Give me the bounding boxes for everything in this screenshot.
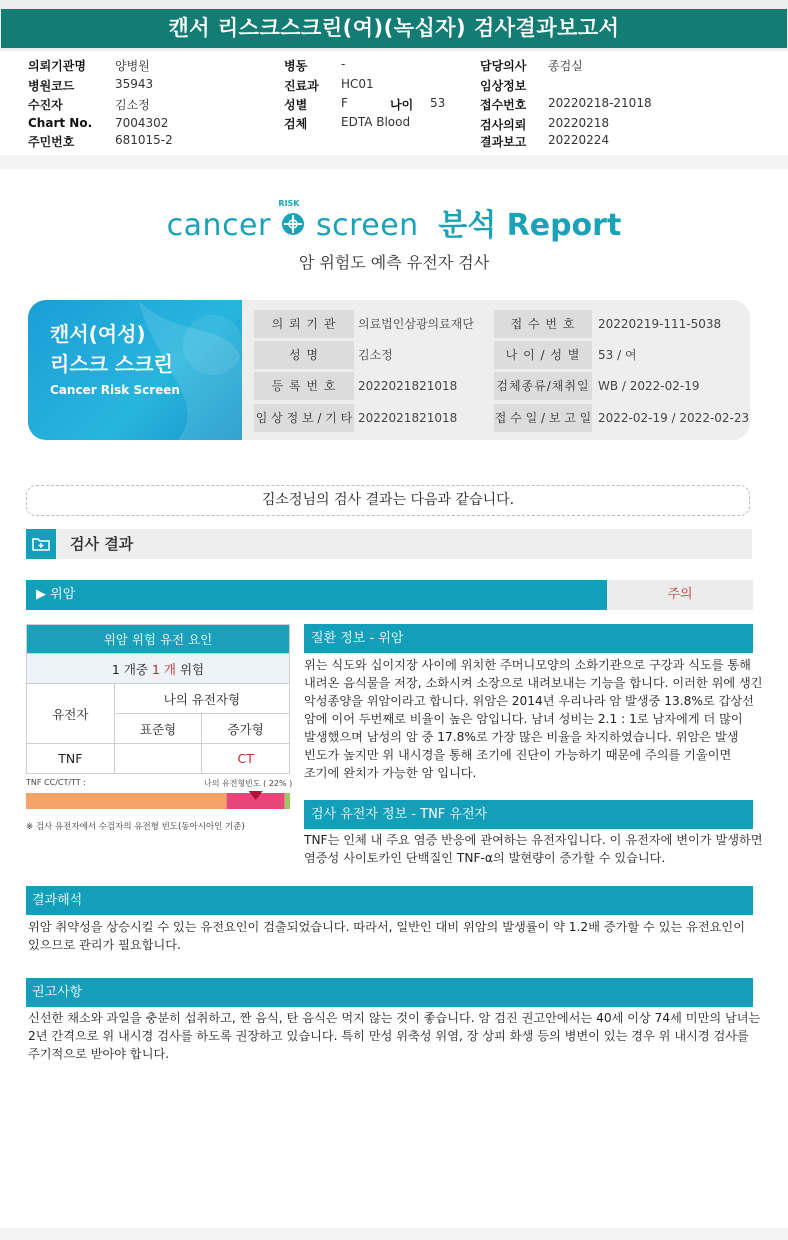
card-title-2: 리스크 스크린 xyxy=(50,352,173,376)
section-title: 검사 결과 xyxy=(70,535,134,553)
header-ward-value: - xyxy=(341,57,346,71)
risk-level-badge: 주의 xyxy=(607,580,753,610)
increased-type-header: 증가형 xyxy=(202,714,290,744)
gene-name-cell: TNF xyxy=(27,744,115,774)
factor-count xyxy=(27,654,290,684)
cancer-type-bar: ▶ 위암 xyxy=(26,580,607,610)
freq-left-label: TNF CC/CT/TT : xyxy=(26,778,86,787)
genotype-frequency-bar xyxy=(26,791,290,809)
genetic-factor-table xyxy=(26,624,290,774)
bottom-bar xyxy=(0,1228,788,1240)
disease-line: 발생했으며 남성의 암 중 17.8%로 가장 많은 비율을 차지하였습니다. 위암은 발생 xyxy=(304,730,739,744)
logo-risk-text: RISK xyxy=(278,199,300,208)
value-dates: 2022-02-19 / 2022-02-23 xyxy=(598,411,750,425)
header-report-date-value: 20220224 xyxy=(548,133,610,147)
header-hospital-code: 병원코드 xyxy=(28,79,75,93)
header-age-value: 53 xyxy=(430,96,446,110)
factor-count-suffix: 위험 xyxy=(179,661,205,677)
freq-segment-tt xyxy=(285,793,290,809)
disease-line: 악성종양을 위암이라고 합니다. 위암은 2014년 우리나라 암 발생중 13.8%로 갑상선 xyxy=(304,694,754,708)
section-divider xyxy=(0,155,788,169)
result-section-header xyxy=(26,529,752,559)
freq-segment-cc xyxy=(26,793,227,809)
factor-count-number: 1 개 xyxy=(151,661,176,677)
value-receipt-no: 20220219-111-5038 xyxy=(598,317,722,331)
logo-screen-text: screen xyxy=(315,208,419,243)
medical-folder-icon xyxy=(26,529,56,559)
label-specimen: 검체종류/채취일 xyxy=(494,372,592,400)
logo-cancer-text: cancer xyxy=(166,208,271,243)
factor-table-header: 위암 위험 유전 요인 xyxy=(27,625,290,654)
header-hospital-code-value: 35943 xyxy=(115,77,154,91)
header-ward: 병동 xyxy=(284,59,308,73)
freq-note: ※ 검사 유전자에서 수검자의 유전형 빈도(동아시아인 기준) xyxy=(26,822,245,832)
risk-target-icon xyxy=(278,199,306,236)
label-clinical: 임 상 정 보 / 기 타 xyxy=(254,404,354,432)
header-sex-value: F xyxy=(341,96,348,110)
gene-column-header: 유전자 xyxy=(27,684,115,744)
greeting-box: 김소정님의 검사 결과는 다음과 같습니다. xyxy=(26,485,750,516)
gene-line: 염증성 사이토카인 단백질인 TNF-α의 발현량이 증가할 수 있습니다. xyxy=(304,851,666,865)
standard-type-header: 표준형 xyxy=(114,714,202,744)
header-hospital-name: 의뢰기관명 xyxy=(28,59,86,73)
value-name: 김소정 xyxy=(358,348,393,362)
header-hospital-name-value: 양병원 xyxy=(115,59,150,73)
logo-report-text: 분석 Report xyxy=(438,208,622,243)
freq-right-label: 나의 유전형빈도 ( 22% ) xyxy=(204,779,293,788)
label-age-sex: 나 이 / 성 별 xyxy=(494,341,592,369)
header-report-date: 결과보고 xyxy=(480,135,527,149)
cancer-screen-logo xyxy=(0,200,788,244)
recommendation-line: 신선한 채소와 과일을 충분히 섭취하고, 짠 음식, 탄 음식은 먹지 않는 것이 좋습니다. 암 검진 권고안에서는 40세 이상 74세 미만의 남녀는 xyxy=(28,1011,761,1025)
value-reg-no: 2022021821018 xyxy=(358,379,458,393)
value-specimen: WB / 2022-02-19 xyxy=(598,379,700,393)
disease-line: 내려온 음식물을 저장, 소화시켜 소장으로 내려보내는 기능을 합니다. 이러한 위에 생긴 xyxy=(304,676,763,690)
header-patient: 수진자 xyxy=(28,98,63,112)
recommendation-line: 주기적으로 받아야 합니다. xyxy=(28,1047,170,1061)
header-patient-value: 김소정 xyxy=(115,98,150,112)
header-request-date-value: 20220218 xyxy=(548,116,610,130)
disease-line: 암에 이어 두번째로 비율이 높은 암입니다. 남녀 성비는 2.1 : 1로 남자에게 더 많이 xyxy=(304,712,743,726)
header-clinical-info: 임상정보 xyxy=(480,79,527,93)
gene-info-text xyxy=(304,831,763,867)
standard-type-cell xyxy=(114,744,202,774)
header-resident-no: 주민번호 xyxy=(28,135,75,149)
header-age: 나이 xyxy=(390,98,414,112)
factor-count-prefix: 1 개중 xyxy=(111,661,148,677)
disease-info-header: 질환 정보 - 위암 xyxy=(304,624,753,653)
disease-line: 빈도가 높지만 위 내시경을 통해 조기에 진단이 가능하기 때문에 주의를 기울이면 xyxy=(304,748,732,762)
interpretation-text xyxy=(28,918,745,954)
header-receipt-no-value: 20220218-21018 xyxy=(548,96,652,110)
disease-line: 조기에 완치가 가능한 암 입니다. xyxy=(304,766,477,780)
gene-info-header: 검사 유전자 정보 - TNF 유전자 xyxy=(304,800,753,829)
card-title-1: 캔서(여성) xyxy=(50,322,146,346)
disease-line: 위는 식도와 십이지장 사이에 위치한 주머니모양의 소화기관으로 구강과 식도를 통해 xyxy=(304,658,751,672)
header-specimen-value: EDTA Blood xyxy=(341,115,411,129)
my-genotype-header: 나의 유전자형 xyxy=(114,684,289,714)
header-chart-no-value: 7004302 xyxy=(115,116,169,130)
patient-info-card xyxy=(28,300,750,440)
header-doctor-value: 종검실 xyxy=(548,59,583,73)
interpretation-line: 위암 취약성을 상승시킬 수 있는 유전요인이 검출되었습니다. 따라서, 일반인 대비 위암의 발생률이 약 1.2배 증가할 수 있는 유전요인이 xyxy=(28,920,745,934)
header-department: 진료과 xyxy=(284,79,319,93)
label-dates: 접 수 일 / 보 고 일 xyxy=(494,404,592,432)
header-doctor: 담당의사 xyxy=(480,59,527,73)
label-name: 성 명 xyxy=(254,341,354,369)
card-title-en: Cancer Risk Screen xyxy=(50,383,180,397)
header-department-value: HC01 xyxy=(341,77,374,91)
recommendation-text xyxy=(28,1009,760,1063)
disease-info-text xyxy=(304,656,763,782)
report-title: 캔서 리스크스크린(여)(녹십자) 검사결과보고서 xyxy=(1,9,787,48)
recommendation-header: 권고사항 xyxy=(26,978,753,1007)
header-request-date: 검사의뢰 xyxy=(480,118,527,132)
interpretation-header: 결과해석 xyxy=(26,886,753,915)
header-specimen: 검체 xyxy=(284,117,308,131)
label-receipt-no: 접 수 번 호 xyxy=(494,310,592,338)
label-institution: 의 뢰 기 관 xyxy=(254,310,354,338)
header-chart-no: Chart No. xyxy=(28,116,93,130)
product-panel xyxy=(28,300,242,440)
header-resident-no-value: 681015-2 xyxy=(115,133,173,147)
interpretation-line: 있으므로 관리가 필요합니다. xyxy=(28,938,181,952)
subtitle: 암 위험도 예측 유전자 검사 xyxy=(298,253,490,272)
value-institution: 의료법인삼광의료재단 xyxy=(358,317,474,331)
value-age-sex: 53 / 여 xyxy=(598,348,637,362)
header-receipt-no: 접수번호 xyxy=(480,98,527,112)
value-clinical: 2022021821018 xyxy=(358,411,458,425)
increased-type-cell: CT xyxy=(202,744,290,774)
gene-line: TNF는 인체 내 주요 염증 반응에 관여하는 유전자입니다. 이 유전자에 변이가 발생하면 xyxy=(304,833,763,847)
header-sex: 성별 xyxy=(284,98,308,112)
label-reg-no: 등 록 번 호 xyxy=(254,372,354,400)
recommendation-line: 2년 간격으로 위 내시경 검사를 하도록 권장하고 있습니다. 특히 만성 위축성 위염, 장 상피 화생 등의 병변이 있는 경우 위 내시경 검사를 xyxy=(28,1029,749,1043)
